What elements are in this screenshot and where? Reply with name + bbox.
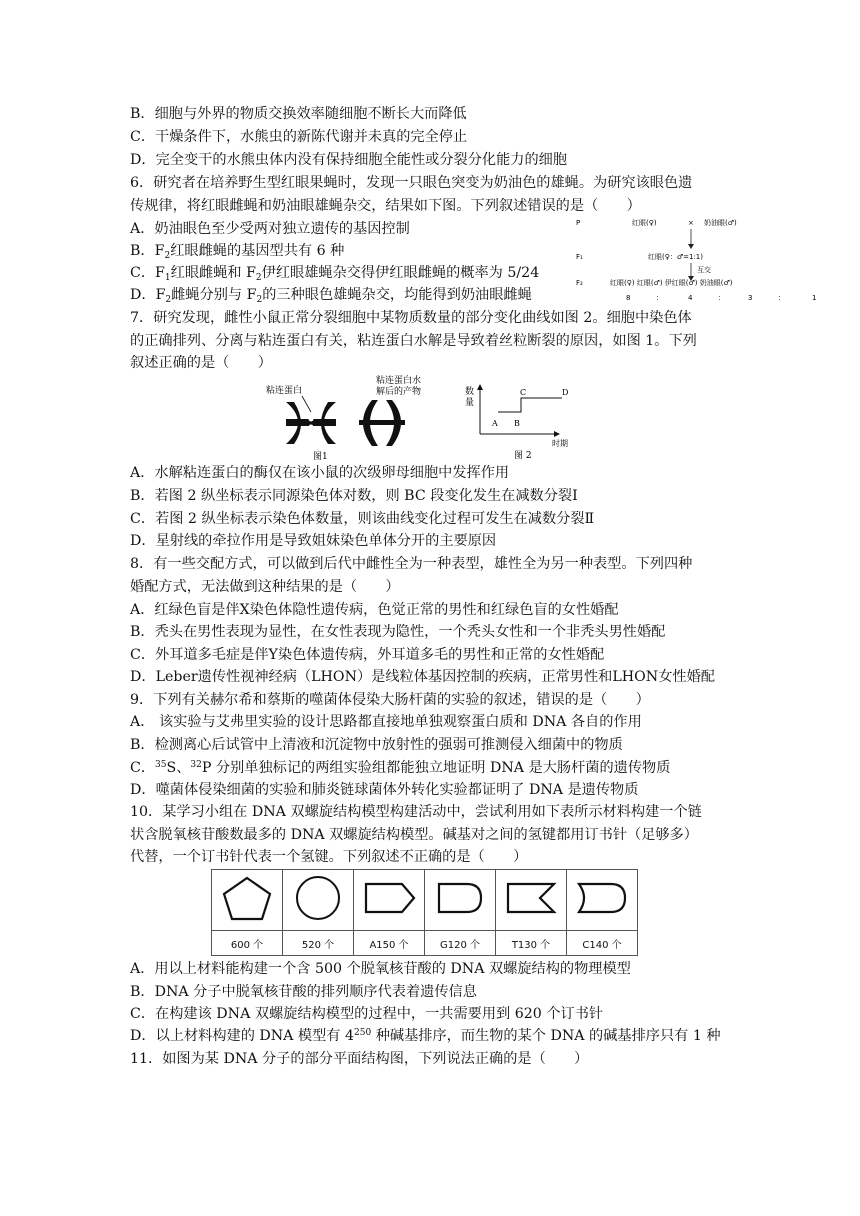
fig1-pointer	[302, 396, 311, 412]
q9-option-a: A． 该实验与艾弗里实验的设计思路都直接地单独观察蛋白质和 DNA 各自的作用	[130, 714, 642, 730]
q8-stem-line1: 8．有一些交配方式，可以做到后代中雌性全为一种表型，雄性全为另一种表型。下列四种	[130, 556, 693, 572]
cross-p-female: 红眼(♀)	[632, 219, 657, 227]
cross-diagram	[570, 212, 840, 304]
q10-option-a: A．用以上材料能构建一个含 500 个脱氧核苷酸的 DNA 双螺旋结构的物理模型	[130, 961, 631, 977]
cross-ratio-3: 3	[748, 294, 753, 302]
q7-option-b: B．若图 2 纵坐标表示同源染色体对数，则 BC 段变化发生在减数分裂Ⅰ	[130, 488, 578, 504]
q10-stem-line2: 状含脱氧核苷酸数最多的 DNA 双螺旋结构模型。碱基对之间的氢键都用订书针（足够多）	[130, 827, 698, 843]
cytosine-shape	[573, 873, 631, 923]
adenine-shape	[360, 873, 418, 923]
fig2-point-b: B	[514, 419, 520, 428]
guanine-shape	[431, 873, 489, 923]
cross-f2-phenotypes: 红眼(♀) 红眼(♂) 伊红眼(♂) 奶油眼(♂)	[610, 279, 733, 287]
cross-ratio-sep-2: ：	[718, 294, 725, 302]
q9-option-c: C．$^{35}$S、$^{32}$P 分别单独标记的两组实验组都能独立地证明 DNA 是大肠杆菌的遗传物质	[130, 760, 671, 776]
q9-option-d: D．噬菌体侵染细菌的实验和肺炎链球菌体外转化实验都证明了 DNA 是遗传物质	[130, 782, 639, 798]
circle-shape	[289, 873, 347, 923]
q9-stem: 9．下列有关赫尔希和蔡斯的噬菌体侵染大肠杆菌的实验的叙述，错误的是（ ）	[130, 692, 650, 708]
material-cell-5	[496, 870, 567, 931]
q7-option-a: A．水解粘连蛋白的酶仅在该小鼠的次级卵母细胞中发挥作用	[130, 465, 510, 481]
material-label-6: C140 个	[567, 931, 638, 956]
q10-option-c: C．在构建该 DNA 双螺旋结构模型的过程中，一共需要用到 620 个订书针	[130, 1006, 604, 1022]
cohesin-figure	[258, 374, 588, 464]
q8-option-c: C．外耳道多毛症是伴Y染色体遗传病，外耳道多毛的男性和正常的女性婚配	[130, 647, 605, 663]
cross-ratio-1: 8	[626, 294, 631, 302]
material-cell-1	[212, 870, 283, 931]
fig2-x-arrowhead	[554, 431, 560, 437]
fig1-caption: 图1	[313, 452, 328, 462]
fig1-label-product-l2: 解后的产物	[376, 387, 422, 397]
q6-option-b: B．$F_2$红眼雌蝇的基因型共有 6 种	[130, 243, 345, 261]
q6-option-c: C．$F_1$红眼雌蝇和 $F_2$伊红眼雄蝇杂交得伊红眼雌蝇的概率为 5/24	[130, 265, 540, 283]
material-label-3: A150 个	[354, 931, 425, 956]
arrowhead-p-f1	[688, 244, 694, 249]
cross-p-label: P	[576, 219, 581, 227]
cross-ratio-2: 4	[688, 294, 693, 302]
fig2-curve	[498, 398, 562, 412]
cross-f1-label: F₁	[576, 253, 583, 261]
thymine-shape	[502, 873, 560, 923]
pentagon-shape	[218, 873, 276, 923]
q7-stem-line2: 的正确排列、分离与粘连蛋白有关，粘连蛋白水解是导致着丝粒断裂的原因，如图 1。下列	[130, 333, 697, 349]
fig2-point-c: C	[520, 388, 527, 397]
q10-stem-line3: 代替，一个订书针代表一个氢键。下列叙述不正确的是（ ）	[130, 849, 528, 865]
material-cell-6	[567, 870, 638, 931]
q6-option-a: A．奶油眼色至少受两对独立遗传的基因控制	[130, 221, 410, 237]
material-label-2: 520 个	[283, 931, 354, 956]
cross-ratio-4: 1	[812, 294, 817, 302]
q6-option-d: D．$F_2$雌蝇分别与 $F_2$的三种眼色雄蝇杂交，均能得到奶油眼雌蝇	[130, 287, 532, 305]
q10-stem-line1: 10．某学习小组在 DNA 双螺旋结构模型构建活动中，尝试利用如下表所示材料构建一个链	[130, 804, 702, 820]
centromere-dot-top	[309, 417, 314, 422]
cross-f2-label: F₂	[576, 279, 583, 287]
materials-table	[211, 869, 638, 956]
q7-option-c: C．若图 2 纵坐标表示染色体数量，则该曲线变化过程可发生在减数分裂Ⅱ	[130, 511, 595, 527]
q7-stem-line1: 7．研究发现，雌性小鼠正常分裂细胞中某物质数量的部分变化曲线如图 2。细胞中染色体	[130, 310, 692, 326]
cross-ratio-sep-3: ：	[778, 294, 785, 302]
q10-option-b: B．DNA 分子中脱氧核苷酸的排列顺序代表着遗传信息	[130, 984, 477, 1000]
material-cell-4	[425, 870, 496, 931]
cleaved-cohesin-band	[359, 420, 405, 425]
q8-stem-line2: 婚配方式，无法做到这种结果的是（ ）	[130, 579, 400, 595]
q9-option-b: B．检测离心后试管中上清液和沉淀物中放射性的强弱可推测侵入细菌中的物质	[130, 737, 623, 753]
fig1-label-product-l1: 粘连蛋白水	[376, 376, 422, 386]
fig2-point-a: A	[492, 419, 498, 428]
fig2-caption: 图 2	[514, 451, 532, 461]
q5-option-c: C．干燥条件下，水熊虫的新陈代谢并未真的完全停止	[130, 129, 468, 145]
cross-ratio-sep-1: ：	[656, 294, 663, 302]
q7-stem-line3: 叙述正确的是（ ）	[130, 355, 272, 371]
q6-stem-line2: 传规律，将红眼雌蝇和奶油眼雄蝇杂交，结果如下图。下列叙述错误的是（ ）	[130, 198, 641, 214]
cross-f1-phenotype: 红眼(♀：♂=1:1)	[648, 253, 703, 261]
fig2-y-arrowhead	[477, 384, 483, 390]
material-cell-2	[283, 870, 354, 931]
cross-p-cross: ×	[688, 219, 694, 227]
material-label-4: G120 个	[425, 931, 496, 956]
fig2-ylabel-1: 数	[465, 387, 475, 397]
q5-option-b: B．细胞与外界的物质交换效率随细胞不断长大而降低	[130, 106, 467, 122]
fig2-ylabel-2: 量	[465, 398, 475, 408]
q8-option-a: A．红绿色盲是伴X染色体隐性遗传病，色觉正常的男性和红绿色盲的女性婚配	[130, 602, 619, 618]
q5-option-d: D．完全变干的水熊虫体内没有保持细胞全能性或分裂分化能力的细胞	[130, 152, 568, 168]
cross-p-male: 奶油眼(♂)	[704, 219, 737, 227]
q7-option-d: D．星射线的牵拉作用是导致姐妹染色单体分开的主要原因	[130, 533, 497, 549]
material-label-5: T130 个	[496, 931, 567, 956]
centromere-dot-bottom	[309, 425, 314, 430]
q8-option-b: B．秃头在男性表现为显性，在女性表现为隐性，一个秃头女性和一个非秃头男性婚配	[130, 624, 666, 640]
q8-option-d: D．Leber遗传性视神经病（LHON）是线粒体基因控制的疾病，正常男性和LHON女性婚配	[130, 669, 715, 685]
q6-stem-line1: 6．研究者在培养野生型红眼果蝇时，发现一只眼色突变为奶油色的雄蝇。为研究该眼色遗	[130, 175, 693, 191]
q10-option-d: D．以上材料构建的 DNA 模型有 $4^{250}$ 种碱基排序，而生物的某个 DNA 的碱基排序只有 1 种	[130, 1028, 721, 1044]
fig2-point-d: D	[562, 388, 569, 397]
cross-intercross: 互交	[697, 266, 711, 274]
material-label-1: 600 个	[212, 931, 283, 956]
fig1-label-cohesin: 粘连蛋白	[266, 386, 303, 396]
fig2-xlabel: 时期	[552, 439, 568, 448]
material-cell-3	[354, 870, 425, 931]
q11-stem: 11．如图为某 DNA 分子的部分平面结构图，下列说法正确的是（ ）	[130, 1051, 589, 1067]
